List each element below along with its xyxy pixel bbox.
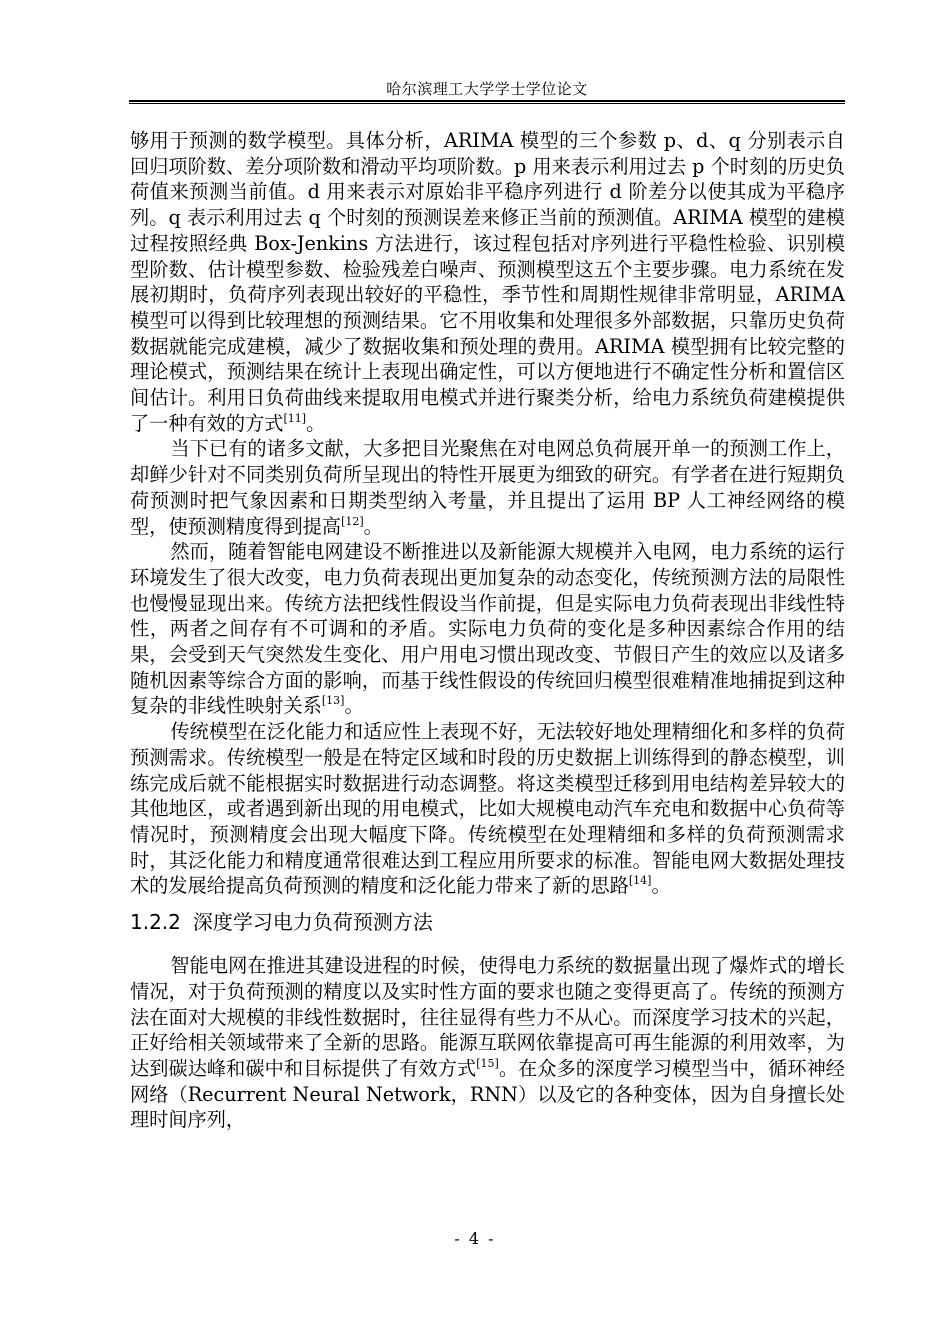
citation-13: [13] [321,694,345,708]
citation-12: [12] [341,514,364,528]
citation-15: [15] [476,1056,499,1070]
page-number: - 4 - [454,1229,496,1248]
paragraph-arima: 够用于预测的数学模型。具体分析，ARIMA 模型的三个参数 p、d、q 分别表示自回归项阶数、差分项阶数和滑动平均项阶数。p 用来表示利用过去 p 个时刻的历史负荷值来预测当前值。d 用来表示对原始非平稳序列进行 d 阶差分以使其成为平稳序列。q 表示利用过去 q 个时刻的预测误差来修正当前的预测值。ARIMA 模型的建模过程按照经典 Box-Jenkins 方法进行，该过程包括对序列进行平稳性检验、识别模型阶数、估计模型参数、检验残差白噪声、预测模型这五个主要步骤。电力系统在发展初期时，负荷序列表现出较好的平稳性，季节性和周期性规律非常明显，ARIMA 模型可以得到比较理想的预测结果。它不用收集和处理很多外部数据，只靠历史负荷数据就能完成建模，减少了数据收集和预处理的费用。ARIMA 模型拥有比较完整的理论模式，预测结果在统计上表现出确定性，可以方便地进行不确定性分析和置信区间估计。利用日负荷曲线来提取用电模式并进行聚类分析，给电力系统负荷建模提供了一种有效的方式[11]。 [130,129,845,435]
section-title: 深度学习电力负荷预测方法 [192,910,433,935]
paragraph-deep-learning: 智能电网在推进其建设进程的时候，使得电力系统的数据量出现了爆炸式的增长情况，对于负荷预测的精度以及实时性方面的要求也随之变得更高了。传统的预测方法在面对大规模的非线性数据时，往往显得有些力不从心。而深度学习技术的兴起，正好给相关领域带来了全新的思路。能源互联网依靠提高可再生能源的利用效率，为达到碳达峰和碳中和目标提供了有效方式[15]。在众多的深度学习模型当中，循环神经网络（Recurrent Neural Network，RNN）以及它的各种变体，因为自身擅长处理时间序列， [130,954,845,1132]
running-header: 哈尔滨理工大学学士学位论文 [386,80,588,98]
paragraph-limitations: 然而，随着智能电网建设不断推进以及新能源大规模并入电网，电力系统的运行环境发生了很大改变，电力负荷表现出更加复杂的动态变化，传统预测方法的局限性也慢慢显现出来。传统方法把线性假设当作前提，但是实际电力负荷表现出非线性特性，两者之间存有不可调和的矛盾。实际电力负荷的变化是多种因素综合作用的结果，会受到天气突然发生变化、用户用电习惯出现改变、节假日产生的效应以及诸多随机因素等综合方面的影响，而基于线性假设的传统回归模型很难精准地捕捉到这种复杂的非线性映射关系[13]。 [130,540,845,718]
main-body [130,128,845,1133]
header-rule [129,100,845,104]
paragraph-generalization: 传统模型在泛化能力和适应性上表现不好，无法较好地处理精细化和多样的负荷预测需求。传统模型一般是在特定区域和时段的历史数据上训练得到的静态模型，训练完成后就不能根据实时数据进行动态调整。将这类模型迁移到用电结构差异较大的其他地区，或者遇到新出现的用电模式，比如大规模电动汽车充电和数据中心负荷等情况时，预测精度会出现大幅度下降。传统模型在处理精细和多样的负荷预测需求时，其泛化能力和精度通常很难达到工程应用所要求的标准。智能电网大数据处理技术的发展给提高负荷预测的精度和泛化能力带来了新的思路[14]。 [130,720,845,898]
paragraph-literature: 当下已有的诸多文献，大多把目光聚焦在对电网总负荷展开单一的预测工作上，却鲜少针对不同类别负荷所呈现出的特性开展更为细致的研究。有学者在进行短期负荷预测时把气象因素和日期类型纳入考量，并且提出了运用 BP 人工神经网络的模型，使预测精度得到提高[12]。 [130,437,845,538]
citation-11: [11] [283,411,307,425]
section-heading [130,908,845,936]
citation-14: [14] [628,874,652,888]
section-number: 1.2.2 [130,910,181,935]
